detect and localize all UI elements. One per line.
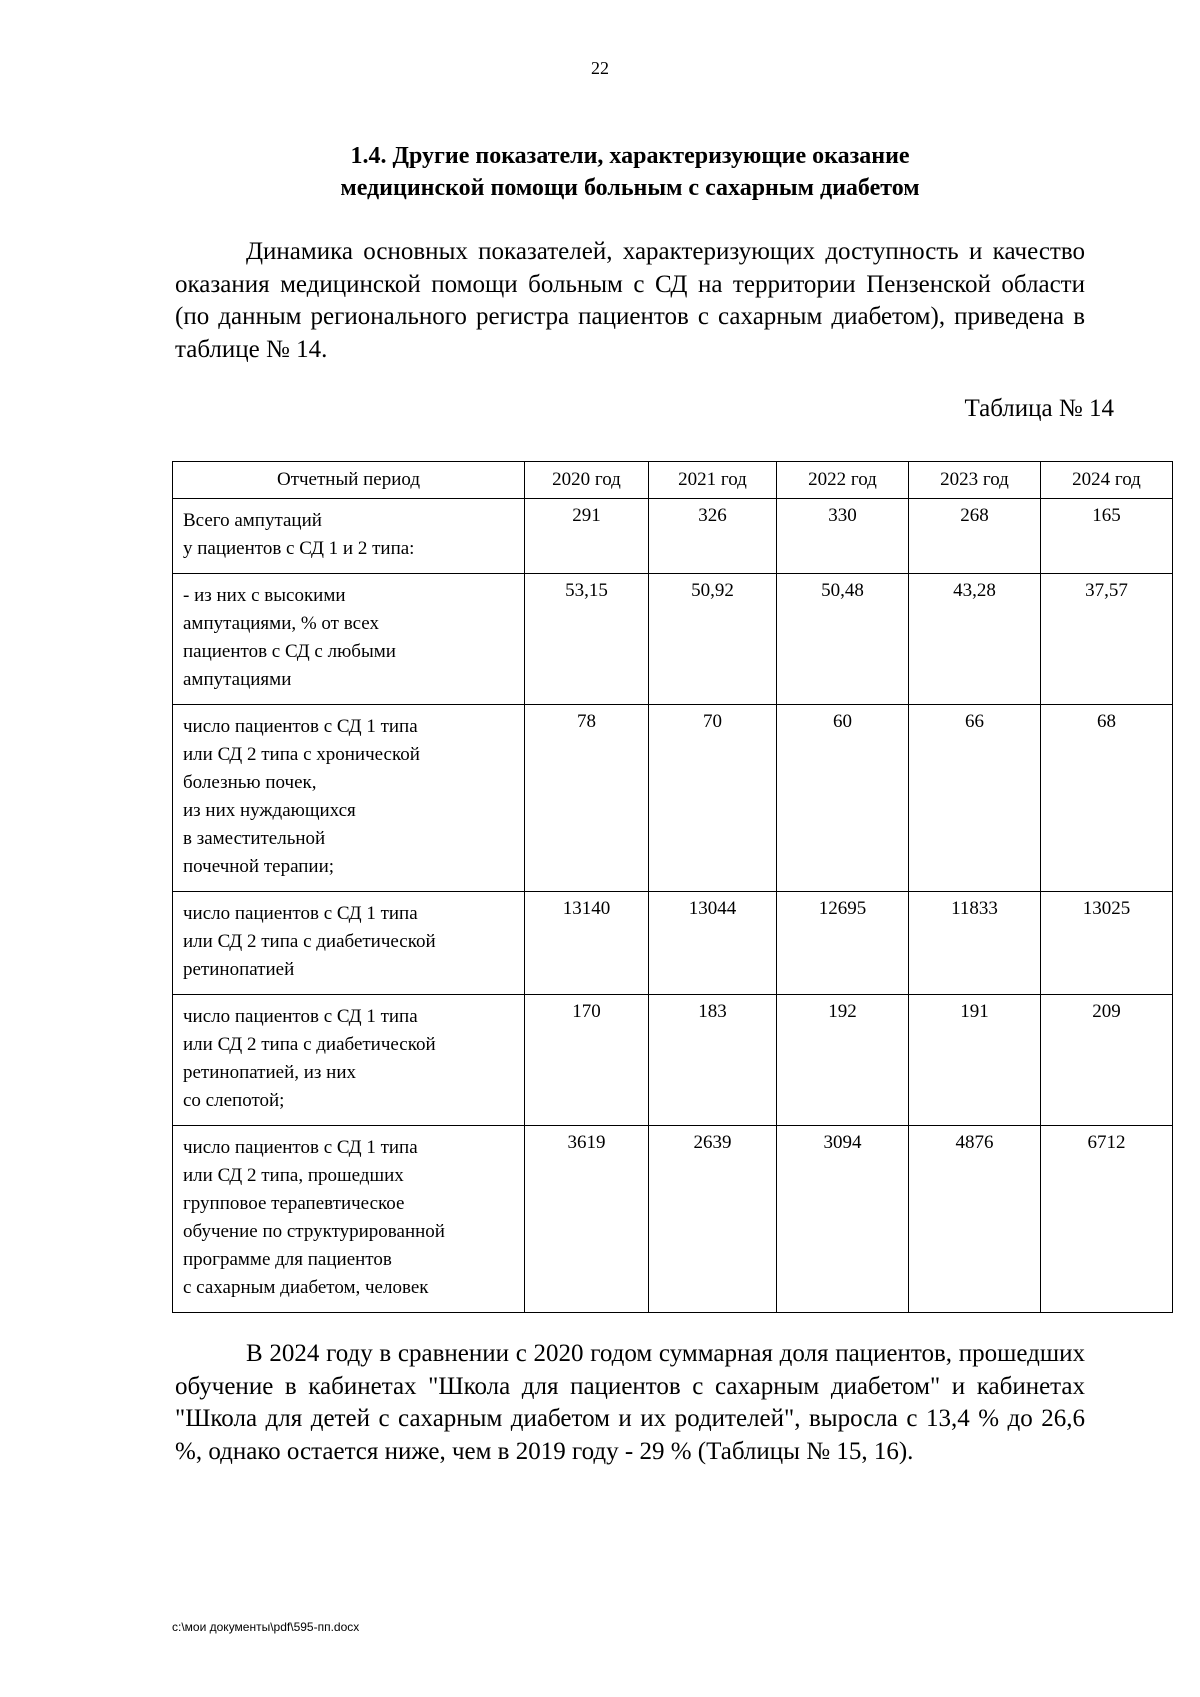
row-value: 192 [777, 995, 909, 1126]
row-label-line: у пациентов с СД 1 и 2 типа: [183, 538, 415, 559]
table-row [173, 499, 1173, 574]
page-number: 22 [591, 58, 609, 78]
row-value: 13025 [1041, 892, 1173, 995]
row-label-line: или СД 2 типа, прошедших [183, 1165, 404, 1186]
row-value: 4876 [909, 1126, 1041, 1313]
row-label-line: Всего ампутаций [183, 510, 322, 531]
row-label-line: с сахарным диабетом, человек [183, 1277, 429, 1298]
row-label [173, 995, 525, 1126]
conclusion-paragraph: В 2024 году в сравнении с 2020 годом суммарная доля пациентов, прошедших обучение в кабинетах "Школа для пациентов с сахарным диабетом" и кабинетах "Школа для детей с сахарным диабетом и их родителей", выросла с 13,4 % до 26,6 %, однако остается ниже, чем в 2019 году - 29 % (Таблицы № 15, 16). [175, 1340, 1085, 1465]
row-label-line: - из них с высокими [183, 585, 346, 606]
row-value: 50,48 [777, 574, 909, 705]
row-value: 165 [1041, 499, 1173, 574]
row-value: 170 [525, 995, 649, 1126]
header-2021: 2021 год [649, 462, 777, 499]
table-header-row [173, 462, 1173, 499]
intro-paragraph: Динамика основных показателей, характеризующих доступность и качество оказания медицинской помощи больным с СД на территории Пензенской области (по данным регионального регистра пациентов с сахарным диабетом), приведена в таблице № 14. [175, 238, 1085, 363]
row-value: 2639 [649, 1126, 777, 1313]
row-value: 50,92 [649, 574, 777, 705]
row-value: 13140 [525, 892, 649, 995]
row-label-line: почечной терапии; [183, 856, 335, 877]
row-label-line: программе для пациентов [183, 1249, 392, 1270]
row-value: 53,15 [525, 574, 649, 705]
table-row [173, 705, 1173, 892]
row-value: 60 [777, 705, 909, 892]
row-value: 43,28 [909, 574, 1041, 705]
row-value: 6712 [1041, 1126, 1173, 1313]
row-value: 3094 [777, 1126, 909, 1313]
header-2022: 2022 год [777, 462, 909, 499]
row-label-line: из них нуждающихся [183, 800, 356, 821]
row-label-line: ретинопатией [183, 959, 295, 980]
row-label-line: болезнью почек, [183, 772, 317, 793]
row-label-line: число пациентов с СД 1 типа [183, 716, 418, 737]
table-caption: Таблица № 14 [964, 395, 1114, 422]
row-label-line: со слепотой; [183, 1090, 285, 1111]
row-value: 78 [525, 705, 649, 892]
row-value: 291 [525, 499, 649, 574]
row-label [173, 1126, 525, 1313]
row-label-line: ампутациями [183, 669, 292, 690]
row-value: 209 [1041, 995, 1173, 1126]
row-value: 268 [909, 499, 1041, 574]
row-value: 70 [649, 705, 777, 892]
row-label-line: групповое терапевтическое [183, 1193, 405, 1214]
row-value: 326 [649, 499, 777, 574]
row-value: 66 [909, 705, 1041, 892]
table-row [173, 995, 1173, 1126]
table-row [173, 574, 1173, 705]
row-label-line: или СД 2 типа с диабетической [183, 1034, 436, 1055]
row-label [173, 705, 525, 892]
row-label [173, 892, 525, 995]
section-title-line-1: 1.4. Другие показатели, характеризующие оказание [350, 143, 910, 169]
row-value: 3619 [525, 1126, 649, 1313]
row-label-line: число пациентов с СД 1 типа [183, 903, 418, 924]
section-title-line-2: медицинской помощи больным с сахарным диабетом [340, 175, 920, 201]
table-body [173, 499, 1173, 1313]
row-value: 13044 [649, 892, 777, 995]
header-2024: 2024 год [1041, 462, 1173, 499]
row-label-line: или СД 2 типа с хронической [183, 744, 420, 765]
indicators-table [172, 461, 1173, 1313]
row-label-line: число пациентов с СД 1 типа [183, 1006, 418, 1027]
section-title [175, 140, 1085, 204]
row-value: 12695 [777, 892, 909, 995]
row-label-line: в заместительной [183, 828, 326, 849]
row-value: 330 [777, 499, 909, 574]
row-label-line: обучение по структурированной [183, 1221, 445, 1242]
header-period: Отчетный период [173, 462, 525, 499]
row-label-line: ретинопатией, из них [183, 1062, 357, 1083]
row-value: 68 [1041, 705, 1173, 892]
table-row [173, 892, 1173, 995]
row-label [173, 574, 525, 705]
row-value: 37,57 [1041, 574, 1173, 705]
row-label-line: число пациентов с СД 1 типа [183, 1137, 418, 1158]
table-row [173, 1126, 1173, 1313]
row-label [173, 499, 525, 574]
row-label-line: ампутациями, % от всех [183, 613, 379, 634]
row-label-line: или СД 2 типа с диабетической [183, 931, 436, 952]
row-value: 183 [649, 995, 777, 1126]
row-label-line: пациентов с СД с любыми [183, 641, 396, 662]
header-2020: 2020 год [525, 462, 649, 499]
row-value: 191 [909, 995, 1041, 1126]
footer-file-path: c:\мои документы\pdf\595-пп.docx [172, 1620, 360, 1634]
header-2023: 2023 год [909, 462, 1041, 499]
row-value: 11833 [909, 892, 1041, 995]
